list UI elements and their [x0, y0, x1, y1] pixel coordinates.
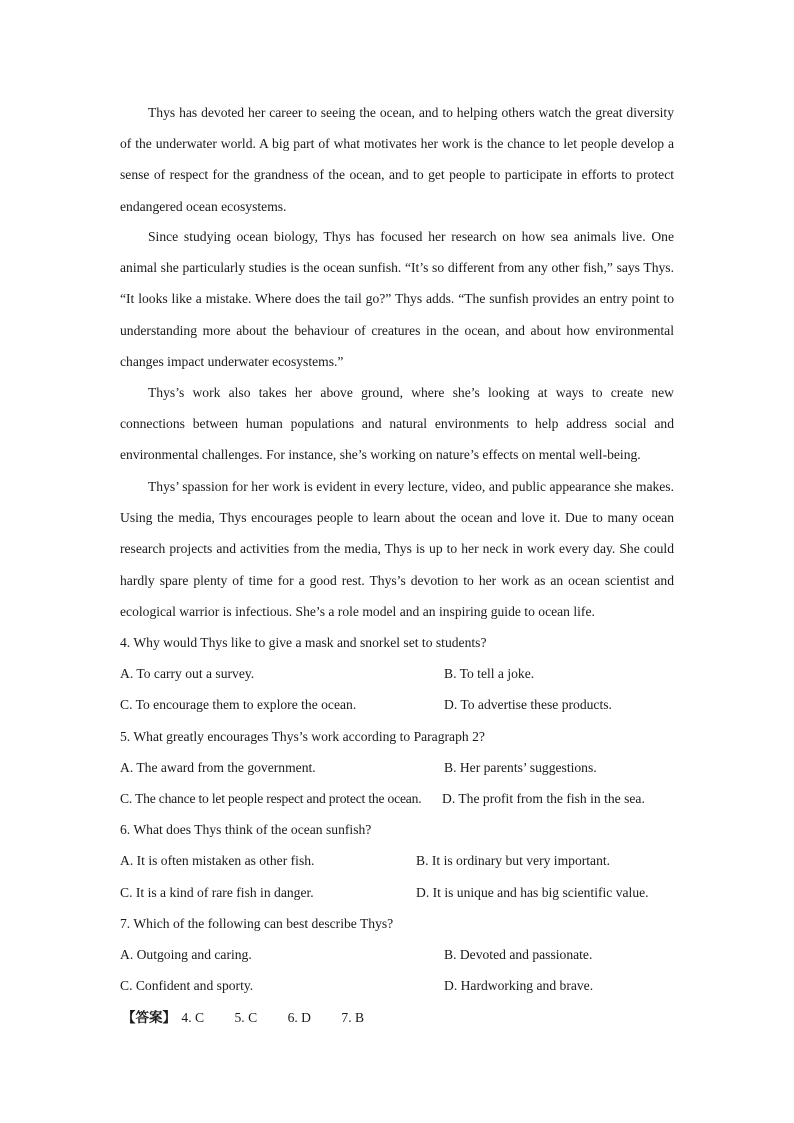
question-4-option-d: D. To advertise these products. — [444, 697, 612, 712]
answer-item-5: 5. C — [234, 1010, 258, 1025]
question-4-option-a: A. To carry out a survey. — [120, 666, 255, 681]
question-5-stem: 5. What greatly encourages Thys’s work according to Paragraph 2? — [120, 729, 485, 744]
question-6-option-b: B. It is ordinary but very important. — [416, 853, 611, 868]
answer-item-7: 7. B — [341, 1010, 365, 1025]
question-6-option-c: C. It is a kind of rare fish in danger. — [120, 885, 314, 900]
question-4-option-b: B. To tell a joke. — [444, 666, 535, 681]
passage-paragraph-1: Thys has devoted her career to seeing the ocean, and to helping others watch the great diversity of the underwater world. A big part of what motivates her work is the chance to let people develop a sense of respect for the grandness of the ocean, and to get people to participate in efforts to protect endangered ocean ecosystems. — [120, 105, 674, 214]
question-7-option-b: B. Devoted and passionate. — [444, 947, 593, 962]
question-7-option-a: A. Outgoing and caring. — [120, 947, 252, 962]
question-6-option-d: D. It is unique and has big scientific value. — [416, 885, 649, 900]
question-7-option-d: D. Hardworking and brave. — [444, 978, 594, 993]
answer-item-6: 6. D — [287, 1010, 311, 1025]
question-6-option-a: A. It is often mistaken as other fish. — [120, 853, 315, 868]
question-5-option-c: C. The chance to let people respect and protect the ocean. — [120, 791, 422, 806]
passage-paragraph-2: Since studying ocean biology, Thys has focused her research on how sea animals live. One animal she particularly studies is the ocean sunfish. “It’s so different from any other fish,” says Thys. “It looks like a mistake. Where does the tail go?” Thys adds. “The sunfish provides an entry point to understanding more about the behaviour of creatures in the ocean, and about how environmental changes impact underwater ecosystems.” — [120, 229, 674, 369]
question-5-option-d: D. The profit from the fish in the sea. — [442, 791, 645, 806]
passage-paragraph-3: Thys’s work also takes her above ground, where she’s looking at ways to create new connections between human populations and natural environments to help address social and environmental challenges. For instance, she’s working on nature’s effects on mental well-being. — [120, 385, 674, 463]
question-4-option-c: C. To encourage them to explore the ocean. — [120, 697, 357, 712]
answer-item-4: 4. C — [181, 1010, 205, 1025]
question-7-option-c: C. Confident and sporty. — [120, 978, 254, 993]
question-4-stem: 4. Why would Thys like to give a mask and snorkel set to students? — [120, 635, 487, 650]
answer-label: 【答案】 — [122, 1010, 176, 1026]
question-5-option-b: B. Her parents’ suggestions. — [444, 760, 597, 775]
answer-key — [122, 1006, 364, 1026]
question-5-option-a: A. The award from the government. — [120, 760, 316, 775]
passage-paragraph-4: Thys’ spassion for her work is evident in every lecture, video, and public appearance she makes. Using the media, Thys encourages people to learn about the ocean and love it. Due to many ocean research projects and activities from the media, Thys is up to her neck in work every day. She could hardly spare plenty of time for a good rest. Thys’s devotion to her work as an ocean scientist and ecological warrior is infectious. She’s a role model and an inspiring guide to ocean life. — [120, 479, 674, 619]
question-6-stem: 6. What does Thys think of the ocean sunfish? — [120, 822, 372, 837]
question-7-stem: 7. Which of the following can best describe Thys? — [120, 916, 394, 931]
